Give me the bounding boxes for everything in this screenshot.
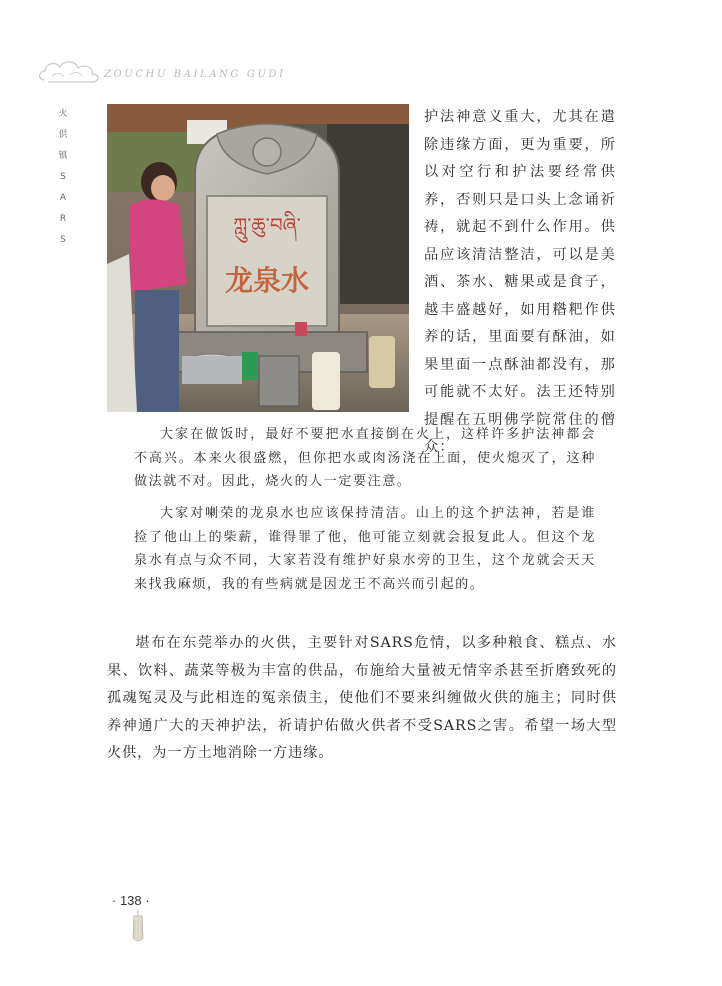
side-title-char: 镇 xyxy=(58,151,68,161)
side-title-char: A xyxy=(59,193,67,203)
running-title: ZOUCHU BAILANG GUDI xyxy=(104,69,286,80)
quote-paragraph-2: 大家对喇荣的龙泉水也应该保持清洁。山上的这个护法神，若是谁捡了他山上的柴薪，谁得罪了他，他可能立刻就会报复此人。但这个龙泉水有点与众不同，大家若没有维护好泉水旁的卫生，这个龙就会天天来找我麻烦，我的有些病就是因龙王不高兴而引起的。 xyxy=(134,506,596,592)
side-title-char: S xyxy=(60,172,66,182)
photo-dragon-spring-stele xyxy=(107,104,409,412)
tassel-ornament-icon xyxy=(128,910,148,944)
side-title-char: 火 xyxy=(58,109,68,119)
stele-tibetan-inscription: ཀླུ་ཆུ་བཞི་ xyxy=(233,213,301,237)
side-title-char: R xyxy=(59,214,67,224)
page-number: · 138 · xyxy=(112,893,150,908)
side-title-char: 供 xyxy=(58,130,68,140)
body-paragraph: 堪布在东莞举办的火供，主要针对SARS危情，以多种粮食、糕点、水果、饮料、蔬菜等极为丰富的供品，布施给大量被无情宰杀甚至折磨致死的孤魂冤灵及与此相连的冤亲债主，使他们不要来纠缠做火供的施主；同时供养神通广大的天神护法，祈请护佑做火供者不受SARS之害。希望一场大型火供，为一方土地消除一方违缘。 xyxy=(107,635,617,761)
side-title-char: S xyxy=(60,235,66,245)
quote-paragraph-1: 大家在做饭时，最好不要把水直接倒在火上，这样许多护法神都会不高兴。本来火很盛燃，但你把水或肉汤浇在上面，使火熄灭了，这种做法就不对。因此，烧火的人一定要注意。 xyxy=(134,427,596,489)
stele-chinese-inscription: 龙泉水 xyxy=(224,264,310,297)
cloud-ornament-icon xyxy=(38,58,102,88)
running-header xyxy=(38,58,338,92)
right-column-text: 护法神意义重大，尤其在遣除违缘方面，更为重要，所以对空行和护法要经常供养，否则只是口头上念诵祈祷，就起不到什么作用。供品应该清洁整洁，可以是美酒、茶水、糖果或是食子，越丰盛越好，如用糌粑作供养的话，里面要有酥油，如果里面一点酥油都没有，那可能就不太好。法王还特别提醒在五明佛学院常住的僧众： xyxy=(424,109,616,455)
chapter-side-title xyxy=(56,104,70,251)
